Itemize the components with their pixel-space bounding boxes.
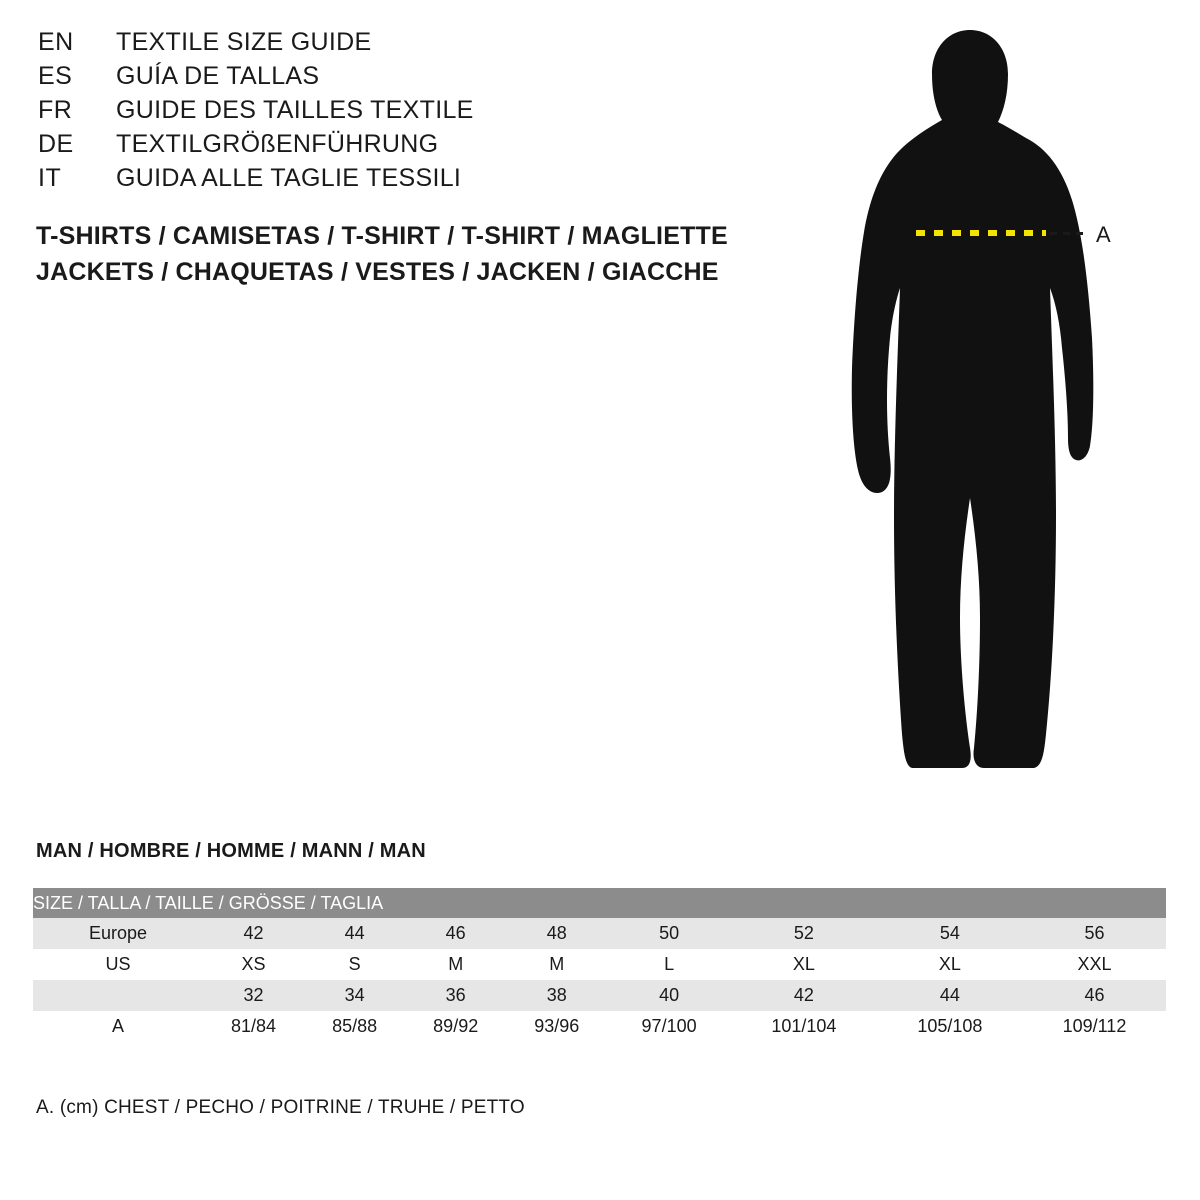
cell: L [607,949,731,980]
cell: XS [203,949,304,980]
cell: 101/104 [731,1011,877,1042]
language-code: ES [38,62,73,90]
language-list [38,28,738,198]
cell: 97/100 [607,1011,731,1042]
cell: 44 [304,918,405,949]
cell: 105/108 [877,1011,1023,1042]
cell: 56 [1023,918,1166,949]
row-label [33,980,203,1011]
cell: M [506,949,607,980]
man-silhouette-figure [820,18,1180,798]
cell: S [304,949,405,980]
table-section-title: MAN / HOMBRE / HOMME / MANN / MAN [36,840,426,862]
silhouette-icon [820,18,1180,798]
cell: 42 [731,980,877,1011]
cell: 36 [405,980,506,1011]
list-item [38,130,738,164]
measure-label-a: A [1096,222,1112,247]
category-jackets: JACKETS / CHAQUETAS / VESTES / JACKEN / GIACCHE [36,258,719,286]
language-title: GUIDA ALLE TAGLIE TESSILI [116,164,462,192]
cell: 48 [506,918,607,949]
cell: 38 [506,980,607,1011]
cell: XL [877,949,1023,980]
cell: 42 [203,918,304,949]
language-title: TEXTILGRÖßENFÜHRUNG [116,130,439,158]
language-title: GUÍA DE TALLAS [116,62,320,90]
cell: 52 [731,918,877,949]
table-footnote: A. (cm) CHEST / PECHO / POITRINE / TRUHE / PETTO [36,1097,525,1118]
table-header-label: SIZE / TALLA / TAILLE / GRÖSSE / TAGLIA [33,888,1166,918]
cell: 89/92 [405,1011,506,1042]
cell: 50 [607,918,731,949]
measure-leader-line [1050,232,1088,235]
cell: 46 [1023,980,1166,1011]
row-label: A [33,1011,203,1042]
cell: 46 [405,918,506,949]
cell: 85/88 [304,1011,405,1042]
cell: 54 [877,918,1023,949]
table-row [33,918,1166,949]
cell: 40 [607,980,731,1011]
table-header-row [33,888,1166,918]
cell: 93/96 [506,1011,607,1042]
language-code: DE [38,130,74,158]
row-label: US [33,949,203,980]
list-item [38,164,738,198]
garment-categories [36,218,796,290]
cell: XXL [1023,949,1166,980]
language-code: EN [38,28,74,56]
language-title: TEXTILE SIZE GUIDE [116,28,372,56]
cell: 81/84 [203,1011,304,1042]
cell: XL [731,949,877,980]
category-tshirts: T-SHIRTS / CAMISETAS / T-SHIRT / T-SHIRT / MAGLIETTE [36,222,728,250]
row-label: Europe [33,918,203,949]
cell: 44 [877,980,1023,1011]
cell: 109/112 [1023,1011,1166,1042]
table-row [33,980,1166,1011]
cell: M [405,949,506,980]
language-title: GUIDE DES TAILLES TEXTILE [116,96,474,124]
language-code: IT [38,164,62,192]
cell: 32 [203,980,304,1011]
language-code: FR [38,96,73,124]
table-row [33,1011,1166,1042]
list-item [38,96,738,130]
cell: 34 [304,980,405,1011]
list-item [38,28,738,62]
list-item [38,62,738,96]
size-table [33,888,1166,1042]
table-row [33,949,1166,980]
